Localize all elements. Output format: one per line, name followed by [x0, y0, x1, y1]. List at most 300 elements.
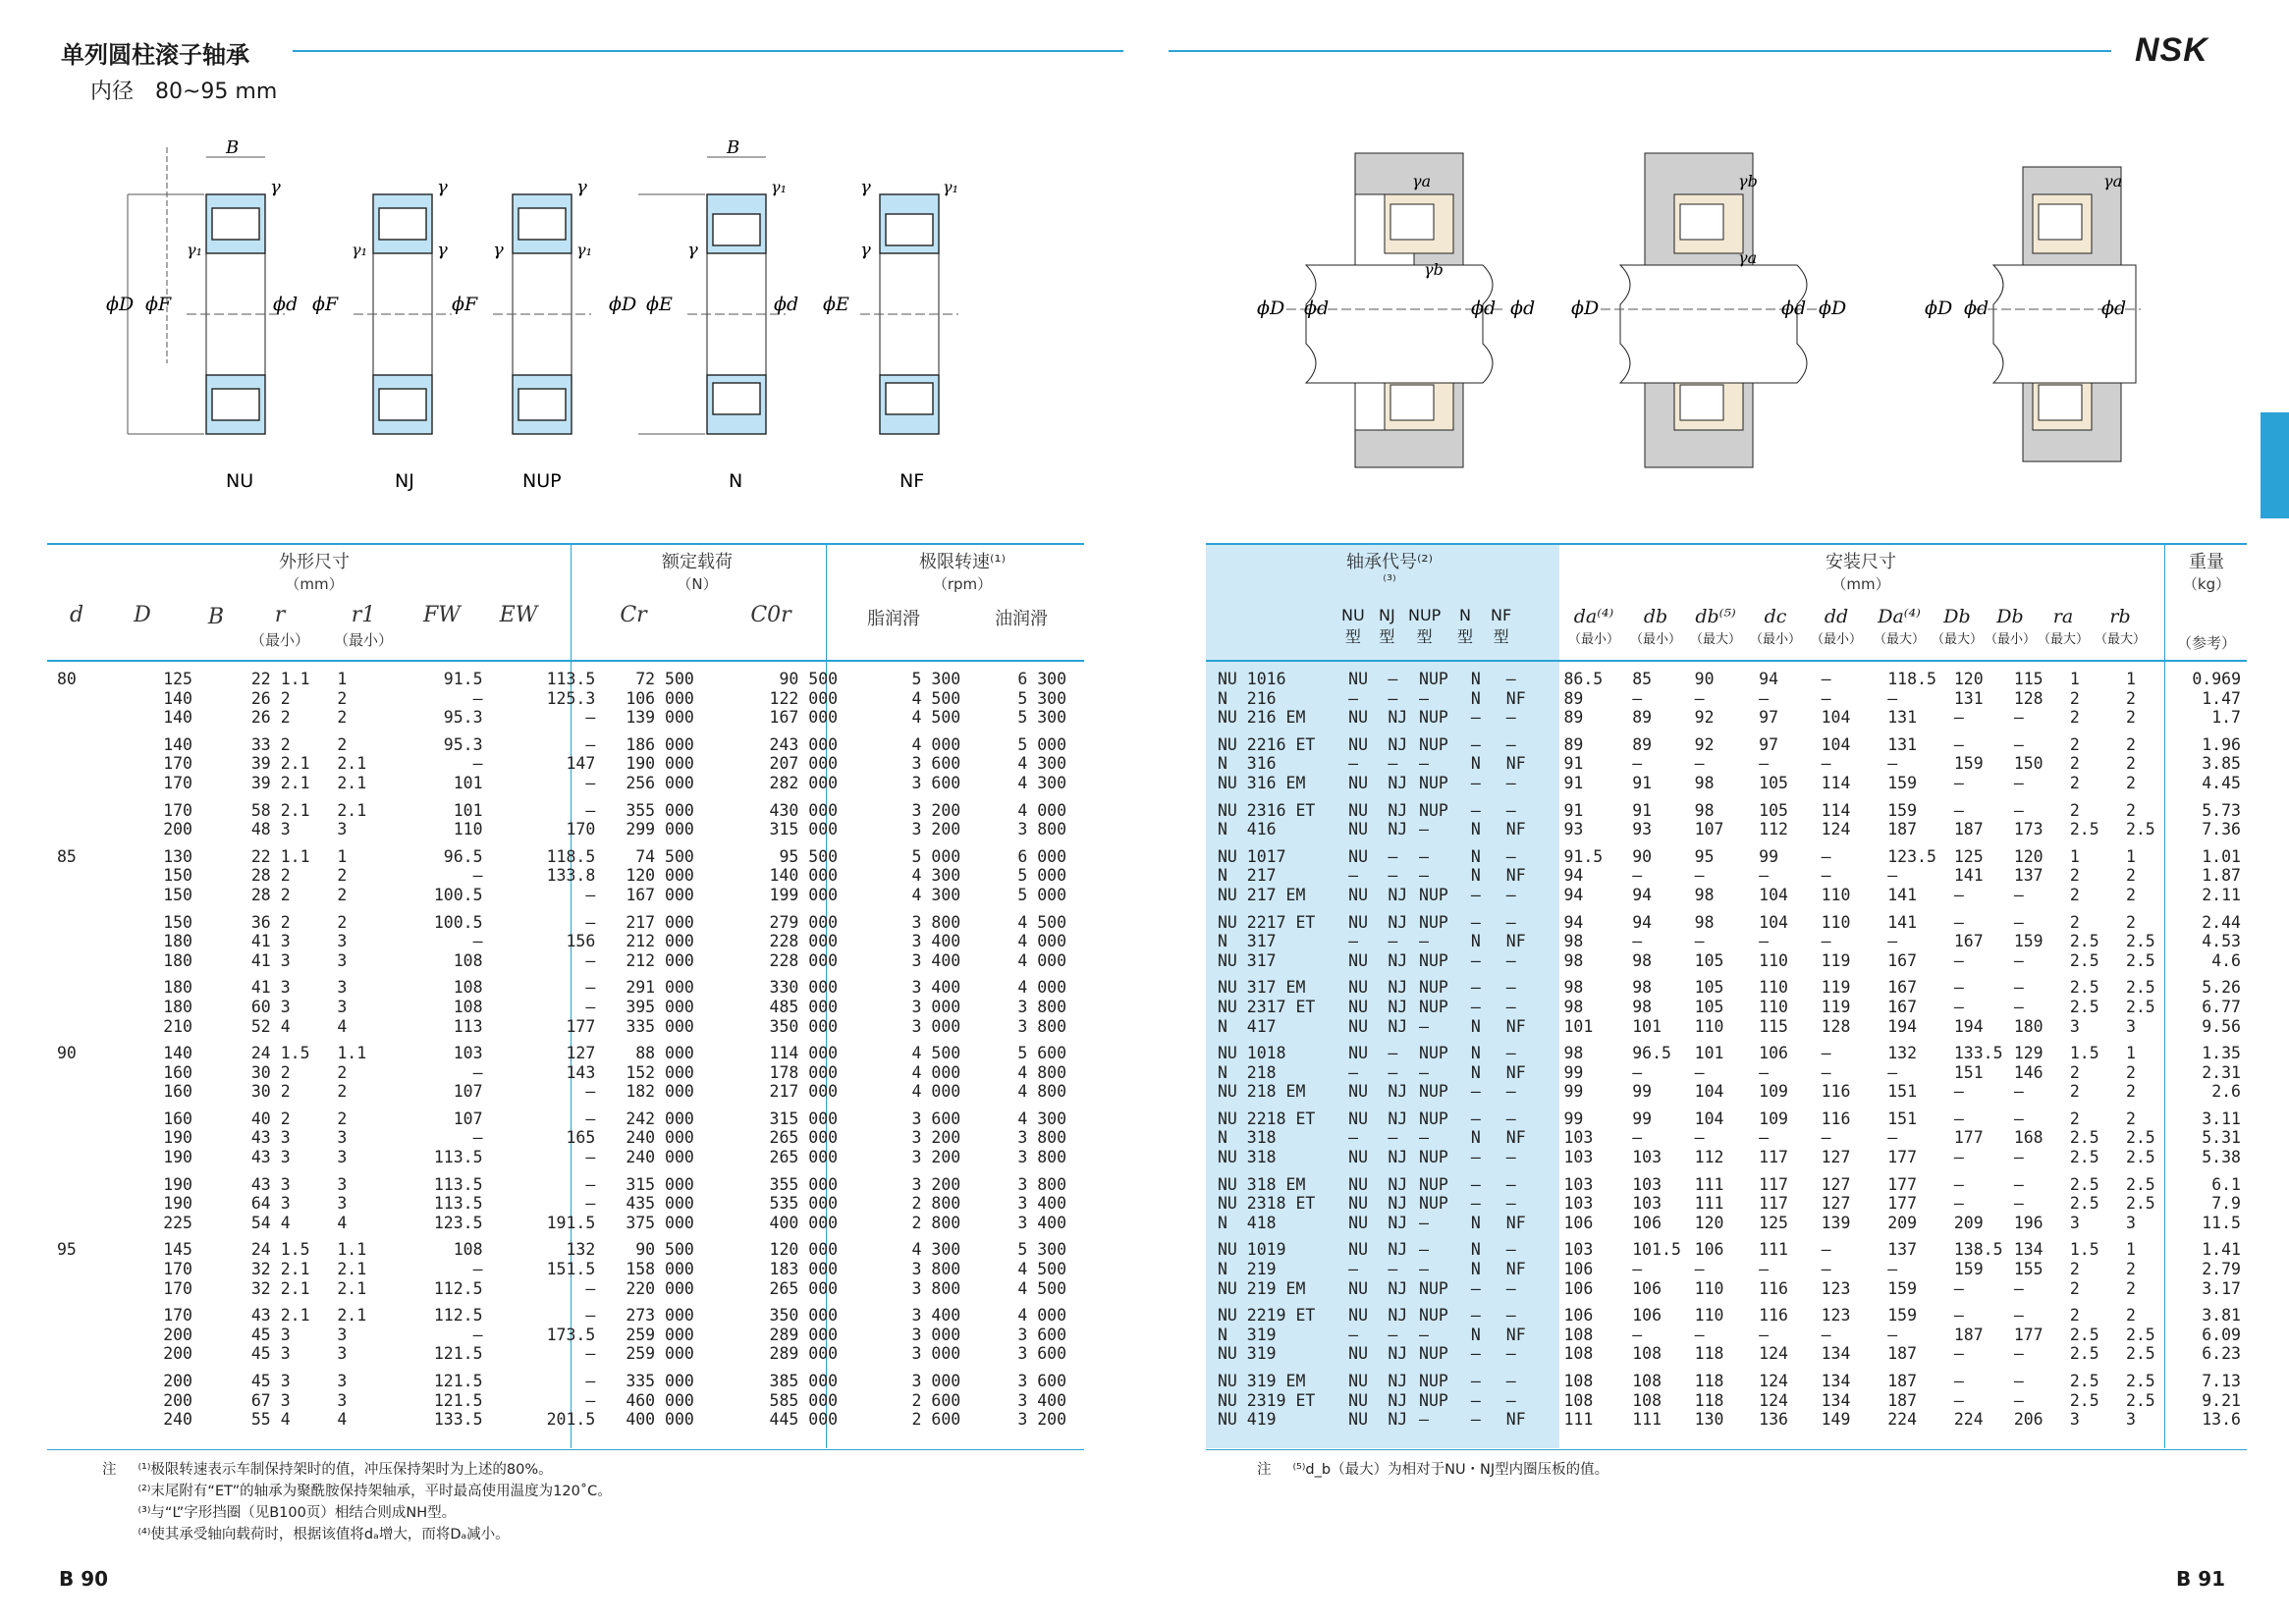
- mount-cell: —: [1821, 932, 1831, 951]
- right-row: [1218, 820, 2245, 839]
- left-cell: 74 500: [635, 846, 694, 866]
- nup-diagram: [452, 177, 592, 492]
- left-row: [51, 1175, 1080, 1195]
- mount-cell: 224: [1887, 1410, 1918, 1430]
- nf-diagram: [823, 177, 958, 492]
- mount-cell: —: [2013, 1194, 2024, 1214]
- type-cell: —: [1388, 1128, 1398, 1148]
- type-cell: —: [1505, 1240, 1516, 1260]
- mount-cell: 159: [1887, 773, 1918, 792]
- svg-text:ϕd: ϕd: [273, 294, 299, 315]
- dim-head: db （最小）: [1629, 606, 1681, 647]
- left-cell: 385 000: [769, 1372, 839, 1390]
- type-cell: —: [1348, 932, 1359, 951]
- right-row: [1218, 670, 2245, 689]
- left-cell: 3: [337, 1194, 348, 1214]
- type-cell: N: [1470, 1325, 1481, 1344]
- mount-cell: —: [1759, 754, 1770, 774]
- weight-cell: 7.36: [2202, 820, 2241, 839]
- mount-cell: —: [2013, 800, 2024, 820]
- mount-cell: —: [1632, 1062, 1643, 1082]
- mount-cell: 98: [1563, 932, 1584, 951]
- type-cell: NUP: [1419, 912, 1448, 932]
- mount-cell: —: [1694, 754, 1705, 774]
- svg-text:γa: γa: [1738, 248, 1758, 267]
- type-cell: —: [1419, 820, 1429, 839]
- left-cell: 259 000: [626, 1325, 694, 1344]
- left-cell: 289 000: [769, 1344, 839, 1364]
- weight-cell: 6.23: [2202, 1344, 2241, 1364]
- type-cell: NU: [1348, 1016, 1369, 1036]
- type-cell: NJ: [1388, 1240, 1408, 1260]
- mounting-diagram-1: [1257, 153, 1535, 467]
- dims-group-header: 外形尺寸: [279, 552, 350, 572]
- col-r-min: （最小）: [249, 631, 309, 649]
- left-cell: 43: [250, 1174, 271, 1194]
- type-cell: —: [1505, 773, 1516, 792]
- left-cell: 3 400: [911, 1306, 961, 1326]
- left-cell: 3: [280, 1174, 291, 1194]
- left-cell: 395 000: [626, 997, 694, 1016]
- designation-cell: NU 316 EM: [1218, 773, 1306, 792]
- left-cell: 3: [337, 1390, 348, 1410]
- svg-text:γ₁: γ₁: [187, 241, 202, 259]
- left-cell: 145: [163, 1240, 192, 1260]
- right-row: [1218, 1410, 2245, 1430]
- type-cell: —: [1419, 1240, 1429, 1260]
- mount-cell: 85: [1632, 670, 1653, 688]
- type-cell: —: [1348, 1128, 1359, 1148]
- type-cell: NUP: [1419, 670, 1448, 688]
- mount-cell: 103: [1563, 1128, 1594, 1148]
- mount-cell: 2: [2069, 1260, 2080, 1279]
- left-cell: 4 000: [911, 1082, 961, 1102]
- type-cell: —: [1505, 885, 1516, 904]
- weight-cell: 11.5: [2202, 1213, 2241, 1232]
- mount-cell: 98: [1694, 885, 1715, 904]
- left-cell: 3 000: [911, 1344, 961, 1364]
- weight-cell: 6.09: [2202, 1325, 2241, 1344]
- left-cell: 113.5: [433, 1148, 483, 1167]
- type-cell: —: [1470, 1410, 1481, 1430]
- mount-cell: 1: [2125, 1044, 2136, 1063]
- type-cell: —: [1505, 708, 1516, 728]
- left-cell: 125: [163, 670, 192, 688]
- mount-cell: —: [1759, 688, 1770, 708]
- type-cell: NU: [1348, 885, 1369, 904]
- left-cell: 2: [337, 1062, 348, 1082]
- mount-cell: 108: [1563, 1344, 1594, 1364]
- left-cell: 350 000: [769, 1016, 839, 1036]
- svg-text:ϕF: ϕF: [312, 294, 339, 315]
- designation-cell: N 216: [1218, 688, 1277, 708]
- type-cell: —: [1505, 670, 1516, 688]
- mount-cell: 2: [2069, 912, 2080, 932]
- mount-cell: 106: [1563, 1260, 1594, 1279]
- mount-cell: 105: [1694, 978, 1724, 998]
- left-row: [51, 708, 1080, 728]
- type-cell: NU: [1348, 820, 1369, 839]
- mount-cell: 119: [1821, 950, 1851, 970]
- left-cell: 170: [163, 754, 192, 774]
- left-cell: 152 000: [626, 1062, 694, 1082]
- type-cell: NF: [1505, 1260, 1526, 1279]
- left-row: [51, 1063, 1080, 1083]
- left-cell: 3: [337, 950, 348, 970]
- left-cell: 4 000: [1017, 932, 1066, 951]
- mount-cell: 180: [2013, 1016, 2044, 1036]
- left-cell: 43: [250, 1128, 271, 1148]
- left-notes-label: 注: [102, 1462, 117, 1478]
- mount-cell: 206: [2013, 1410, 2044, 1430]
- left-cell: —: [585, 1082, 596, 1102]
- left-cell: 3 800: [1017, 997, 1066, 1016]
- mount-cell: 2.5: [2069, 950, 2099, 970]
- mount-cell: 99: [1563, 1109, 1584, 1128]
- left-cell: 3 600: [911, 754, 961, 774]
- bore-cell: [51, 820, 130, 839]
- left-cell: 170: [163, 773, 192, 792]
- bore-cell: [51, 1372, 130, 1391]
- type-cell: —: [1505, 978, 1516, 998]
- mount-cell: 98: [1694, 800, 1715, 820]
- mount-cell: —: [1953, 1278, 1964, 1298]
- designation-cell: NU 317: [1218, 950, 1277, 970]
- left-table-bottom-rule: [47, 1449, 1084, 1450]
- left-cell: 4 300: [911, 1240, 961, 1260]
- left-cell: 6 000: [1017, 846, 1066, 866]
- type-cell: —: [1470, 912, 1481, 932]
- mount-cell: —: [1759, 1325, 1770, 1344]
- type-cell: —: [1505, 1306, 1516, 1326]
- type-cell: NUP: [1419, 997, 1448, 1016]
- type-cell: —: [1505, 1390, 1516, 1410]
- left-cell: 1.1: [337, 1240, 367, 1260]
- type-cell: —: [1505, 1148, 1516, 1167]
- mount-cell: 151: [1887, 1109, 1918, 1128]
- left-cell: —: [585, 773, 596, 792]
- svg-text:γ: γ: [576, 177, 587, 197]
- left-cell: 2: [280, 1109, 291, 1128]
- speed-unit: （rpm）: [932, 575, 993, 593]
- type-cell: —: [1505, 912, 1516, 932]
- left-cell: 201.5: [546, 1410, 596, 1430]
- type-cell: —: [1419, 866, 1429, 886]
- right-row: [1218, 1214, 2245, 1233]
- left-cell: 3: [337, 932, 348, 951]
- right-row: [1218, 735, 2245, 755]
- mount-cell: 2: [2125, 708, 2136, 728]
- mount-cell: 104: [1759, 885, 1788, 904]
- left-cell: 207 000: [769, 754, 839, 774]
- left-cell: 3 800: [911, 912, 961, 932]
- left-cell: 460 000: [626, 1390, 694, 1410]
- mount-cell: 2: [2069, 754, 2080, 774]
- type-head-nup: NUP 型: [1408, 606, 1442, 646]
- left-cell: 160: [163, 1109, 192, 1128]
- left-cell: 90 500: [635, 1240, 694, 1260]
- left-cell: 5 300: [1017, 708, 1066, 728]
- mount-cell: 167: [1887, 997, 1918, 1016]
- mount-cell: —: [1953, 950, 1964, 970]
- mount-cell: 124: [1821, 820, 1851, 839]
- mount-cell: —: [2013, 1306, 2024, 1326]
- mount-cell: 120: [2013, 846, 2044, 866]
- mount-cell: 129: [2013, 1044, 2044, 1063]
- mount-cell: 98: [1632, 978, 1653, 998]
- left-cell: 130: [163, 846, 192, 866]
- left-cell: —: [585, 1278, 596, 1298]
- mount-cell: 101.5: [1632, 1240, 1681, 1260]
- weight-cell: 4.45: [2202, 773, 2241, 792]
- label-n: N: [729, 470, 743, 492]
- type-cell: —: [1419, 1128, 1429, 1148]
- left-cell: 140: [163, 688, 192, 708]
- dim-head: dc （最小）: [1749, 606, 1801, 647]
- type-cell: —: [1505, 800, 1516, 820]
- mount-cell: 128: [1821, 1016, 1851, 1036]
- col-ew: EW: [499, 603, 538, 627]
- left-cell: 2.1: [280, 1278, 310, 1298]
- mount-cell: 2.5: [2069, 932, 2099, 951]
- left-cell: 4 800: [1017, 1082, 1066, 1102]
- left-cell: 3: [337, 820, 348, 839]
- left-row: [51, 1082, 1080, 1102]
- left-cell: 228 000: [769, 950, 839, 970]
- left-row: [51, 1240, 1080, 1260]
- type-cell: —: [1470, 978, 1481, 998]
- left-row: [51, 754, 1080, 774]
- weight-cell: 4.53: [2202, 932, 2241, 951]
- left-cell: 167 000: [769, 708, 839, 728]
- designation-cell: NU 1019: [1218, 1240, 1286, 1260]
- left-cell: 228 000: [769, 932, 839, 951]
- left-cell: 108: [453, 978, 483, 998]
- left-cell: 5 000: [1017, 885, 1066, 904]
- mount-cell: —: [1887, 1325, 1898, 1344]
- type-cell: —: [1348, 1260, 1359, 1279]
- mount-cell: 116: [1821, 1082, 1851, 1102]
- left-cell: 4: [337, 1213, 348, 1232]
- svg-text:ϕF: ϕF: [452, 294, 478, 315]
- mount-cell: 111: [1563, 1410, 1594, 1430]
- left-cell: 107: [453, 1109, 483, 1128]
- left-cell: 32: [250, 1260, 271, 1279]
- mount-cell: 118.5: [1887, 670, 1936, 688]
- mount-cell: 2: [2069, 885, 2080, 904]
- type-cell: NUP: [1419, 1390, 1448, 1410]
- left-cell: 220 000: [626, 1278, 694, 1298]
- left-cell: 3: [337, 1372, 348, 1390]
- left-cell: 2.1: [280, 754, 310, 774]
- left-cell: 132: [566, 1240, 596, 1260]
- weight-cell: 3.81: [2202, 1306, 2241, 1326]
- right-row: [1218, 689, 2245, 709]
- left-cell: —: [585, 1306, 596, 1326]
- left-cell: 535 000: [769, 1194, 839, 1214]
- row-gap: [51, 905, 1080, 913]
- mount-cell: 98: [1563, 997, 1584, 1016]
- left-cell: 22: [250, 670, 271, 688]
- bore-cell: 85: [57, 846, 77, 866]
- right-table-top-rule: [1206, 543, 2247, 545]
- mount-cell: 146: [2013, 1062, 2044, 1082]
- label-nf: NF: [899, 470, 925, 492]
- mount-cell: 2: [2069, 773, 2080, 792]
- svg-text:B: B: [226, 137, 240, 158]
- left-cell: —: [585, 885, 596, 904]
- mount-cell: 91: [1563, 754, 1584, 774]
- left-cell: 291 000: [626, 978, 694, 998]
- left-cell: 335 000: [626, 1016, 694, 1036]
- left-cell: 273 000: [626, 1306, 694, 1326]
- mount-cell: —: [1821, 1260, 1831, 1279]
- left-cell: 95.3: [443, 708, 483, 728]
- mount-cell: 159: [1887, 800, 1918, 820]
- mount-cell: 177: [1887, 1194, 1918, 1214]
- mount-cell: 98: [1632, 950, 1653, 970]
- left-cell: 330 000: [769, 978, 839, 998]
- left-cell: 2 800: [911, 1194, 961, 1214]
- type-cell: —: [1470, 1082, 1481, 1102]
- right-row: [1218, 951, 2245, 971]
- left-cell: —: [472, 1062, 483, 1082]
- left-cell: 43: [250, 1148, 271, 1167]
- mount-cell: 2.5: [2125, 1148, 2155, 1167]
- left-cell: 355 000: [769, 1174, 839, 1194]
- type-cell: NJ: [1388, 820, 1408, 839]
- type-cell: NUP: [1419, 1372, 1448, 1390]
- mount-cell: 115: [2013, 670, 2044, 688]
- left-cell: 259 000: [626, 1344, 694, 1364]
- left-cell: 243 000: [769, 734, 839, 754]
- bore-cell: [51, 886, 130, 905]
- left-cell: 3 400: [911, 932, 961, 951]
- left-cell: 217 000: [769, 1082, 839, 1102]
- left-cell: 182 000: [626, 1082, 694, 1102]
- mount-cell: 2: [2125, 912, 2136, 932]
- left-cell: 52: [250, 1016, 271, 1036]
- left-cell: 299 000: [626, 820, 694, 839]
- bore-cell: [51, 754, 130, 774]
- left-cell: 4: [280, 1016, 291, 1036]
- weight-cell: 2.11: [2202, 885, 2241, 904]
- left-cell: —: [585, 1194, 596, 1214]
- mount-cell: 159: [1953, 754, 1984, 774]
- left-cell: 4: [337, 1410, 348, 1430]
- mount-cell: —: [1759, 1260, 1770, 1279]
- left-cell: 140: [163, 708, 192, 728]
- bore-cell: [51, 1110, 130, 1129]
- type-cell: NJ: [1388, 1390, 1408, 1410]
- left-cell: 88 000: [635, 1044, 694, 1063]
- mount-cell: 106: [1563, 1278, 1594, 1298]
- type-cell: NU: [1348, 997, 1369, 1016]
- mount-cell: 138.5: [1953, 1240, 2003, 1260]
- left-cell: 72 500: [635, 670, 694, 688]
- weight-cell: 5.31: [2202, 1128, 2241, 1148]
- mount-cell: 105: [1759, 800, 1788, 820]
- mount-cell: 2.5: [2125, 1390, 2155, 1410]
- mount-cell: —: [1821, 1325, 1831, 1344]
- type-cell: NJ: [1388, 1148, 1408, 1167]
- left-cell: 3: [280, 1148, 291, 1167]
- mount-cell: —: [1632, 1260, 1643, 1279]
- bore-range: 内径 80~95 mm: [90, 80, 278, 104]
- left-cell: 430 000: [769, 800, 839, 820]
- dim-head: Db （最大）: [1931, 606, 1983, 647]
- type-cell: NF: [1505, 866, 1526, 886]
- mount-cell: 2: [2125, 1260, 2136, 1279]
- mount-cell: —: [1759, 1062, 1770, 1082]
- left-row: [51, 886, 1080, 905]
- col-B: B: [207, 605, 225, 629]
- weight-cell: 1.96: [2202, 734, 2241, 754]
- left-row: [51, 774, 1080, 793]
- type-cell: —: [1470, 885, 1481, 904]
- mount-cell: 109: [1759, 1082, 1788, 1102]
- svg-text:ϕD: ϕD: [106, 294, 135, 315]
- type-cell: NJ: [1388, 734, 1408, 754]
- left-cell: 133.8: [546, 866, 596, 886]
- mount-cell: 124: [1759, 1372, 1788, 1390]
- dimension-column-heads: [1561, 603, 2164, 654]
- left-row: [51, 820, 1080, 839]
- left-cell: 100.5: [433, 885, 483, 904]
- left-cell: —: [472, 1260, 483, 1279]
- type-cell: —: [1470, 1194, 1481, 1214]
- row-gap: [51, 970, 1080, 978]
- mount-cell: —: [2013, 1344, 2024, 1364]
- left-cell: 3: [337, 1344, 348, 1364]
- left-cell: 160: [163, 1062, 192, 1082]
- left-cell: 32: [250, 1278, 271, 1298]
- mount-cell: 2: [2125, 1082, 2136, 1102]
- mount-cell: —: [1887, 932, 1898, 951]
- type-cell: —: [1419, 1325, 1429, 1344]
- left-cell: 40: [250, 1109, 271, 1128]
- designation-cell: NU 2316 ET: [1218, 800, 1316, 820]
- mount-cell: 106: [1632, 1278, 1662, 1298]
- mount-cell: 187: [1887, 1344, 1918, 1364]
- left-cell: 4 000: [911, 1062, 961, 1082]
- designation-cell: N 318: [1218, 1128, 1277, 1148]
- type-cell: NJ: [1388, 1372, 1408, 1390]
- left-cell: 4 000: [1017, 978, 1066, 998]
- note-3: ⁽³⁾与“L”字形挡圈（见B100页）相结合则成NH型。: [137, 1505, 457, 1521]
- right-row: [1218, 1063, 2245, 1083]
- mount-cell: 98: [1694, 773, 1715, 792]
- mount-cell: 89: [1563, 708, 1584, 728]
- left-cell: 199 000: [769, 885, 839, 904]
- designation-cell: N 218: [1218, 1062, 1277, 1082]
- mount-cell: 99: [1632, 1109, 1653, 1128]
- svg-text:γa: γa: [1412, 172, 1432, 190]
- svg-text:γ: γ: [687, 240, 698, 260]
- left-row: [51, 735, 1080, 755]
- mount-cell: —: [1953, 1306, 1964, 1326]
- mount-cell: 106: [1563, 1306, 1594, 1326]
- type-cell: —: [1470, 997, 1481, 1016]
- row-gap: [51, 1102, 1080, 1110]
- note-1: ⁽¹⁾极限转速表示车制保持架时的值，冲压保持架时为上述的80%。: [137, 1462, 553, 1478]
- bore-cell: [51, 1410, 130, 1430]
- type-cell: NJ: [1388, 1082, 1408, 1102]
- mount-cell: 99: [1632, 1082, 1653, 1102]
- designation-cell: NU 1017: [1218, 846, 1286, 866]
- type-cell: NJ: [1388, 773, 1408, 792]
- right-data-table: [1218, 670, 2245, 1430]
